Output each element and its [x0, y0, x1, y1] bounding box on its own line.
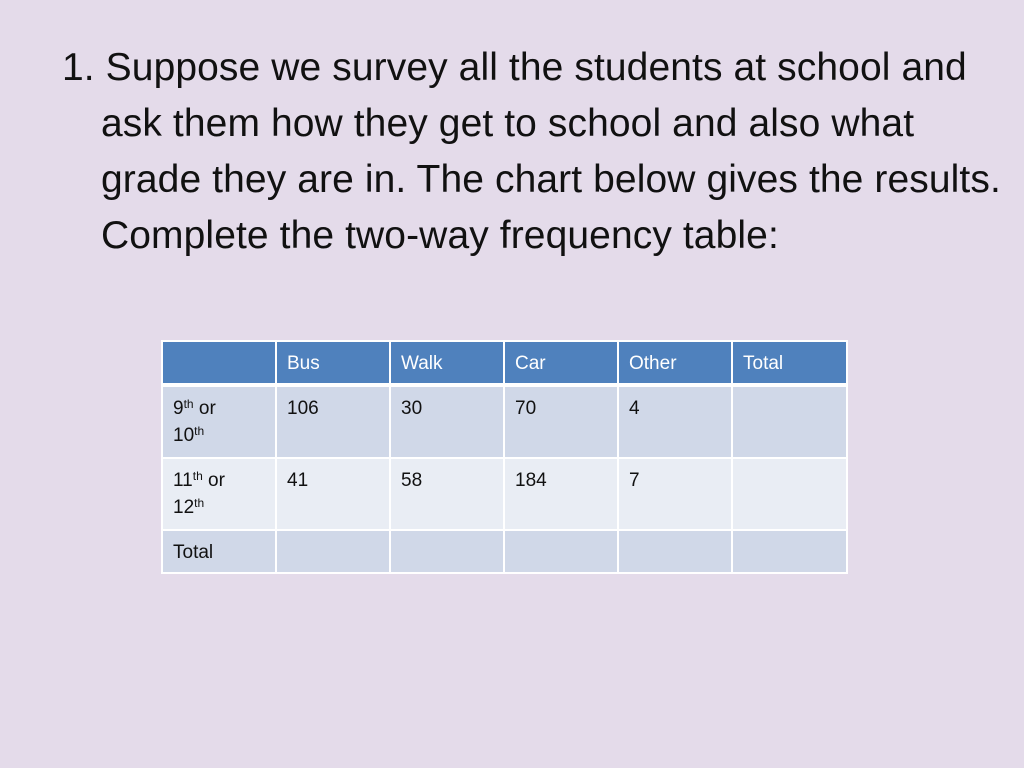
grade-connector: or [193, 398, 222, 419]
cell-bus: 106 [276, 385, 390, 458]
grade-number: 10 [173, 425, 195, 446]
ordinal-suffix: th [194, 496, 205, 510]
table-row [162, 385, 847, 458]
table-header-row [162, 341, 847, 385]
header-total: Total [732, 341, 847, 385]
cell-total [732, 530, 847, 573]
cell-total [732, 385, 847, 458]
ordinal-suffix: th [194, 424, 205, 438]
grade-number: 11 [173, 470, 193, 491]
ordinal-suffix: th [183, 397, 194, 411]
cell-walk [390, 530, 504, 573]
grade-number: 9 [173, 398, 184, 419]
row-label-11th-12th [162, 458, 276, 530]
cell-walk: 58 [390, 458, 504, 530]
header-corner-cell [162, 341, 276, 385]
grade-connector: or [202, 470, 231, 491]
two-way-frequency-table [161, 340, 848, 574]
header-bus: Bus [276, 341, 390, 385]
header-other: Other [618, 341, 732, 385]
cell-other: 7 [618, 458, 732, 530]
table-row [162, 530, 847, 573]
cell-other [618, 530, 732, 573]
cell-total [732, 458, 847, 530]
question-text: 1. Suppose we survey all the students at school and ask them how they get to school and also what grade they are in. The chart below gives the results. Complete the two-way frequency table: [62, 46, 1001, 257]
cell-bus: 41 [276, 458, 390, 530]
header-walk: Walk [390, 341, 504, 385]
cell-walk: 30 [390, 385, 504, 458]
row-label-total: Total [162, 530, 276, 573]
cell-car [504, 530, 618, 573]
header-car: Car [504, 341, 618, 385]
cell-other: 4 [618, 385, 732, 458]
cell-bus [276, 530, 390, 573]
cell-car: 70 [504, 385, 618, 458]
row-label-9th-10th [162, 385, 276, 458]
ordinal-suffix: th [192, 469, 203, 483]
cell-car: 184 [504, 458, 618, 530]
table-row [162, 458, 847, 530]
grade-number: 12 [173, 497, 195, 518]
